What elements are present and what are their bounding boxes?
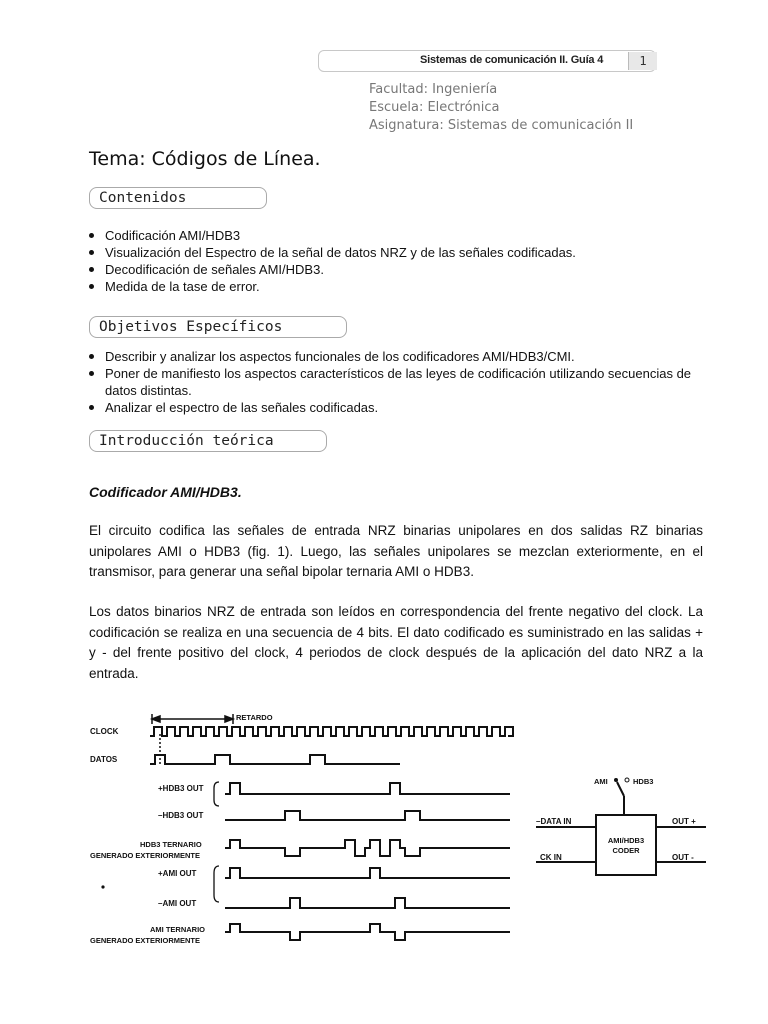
brace-ami (214, 866, 219, 902)
header-title: Sistemas de comunicación II. Guía 4 (420, 54, 604, 66)
stray-dot (101, 885, 104, 888)
label-hdb3-pos: +HDB3 OUT (158, 784, 204, 793)
label-ami-ternario: AMI TERNARIO (150, 925, 205, 934)
bullet-icon (89, 405, 94, 410)
label-data-in: –DATA IN (536, 817, 572, 826)
label-out-neg: OUT - (672, 853, 694, 862)
meta-escuela: Escuela: Electrónica (369, 100, 500, 115)
paragraph-1: El circuito codifica las señales de entrada NRZ binarias unipolares en dos salidas RZ binarias unipolares AMI o HDB3 (fig. 1). Luego, las señales unipolares se mezclan exteriormente, en el transmisor, para generar una señal bipolar ternaria AMI o HDB3. (89, 523, 703, 579)
bullet-icon (89, 250, 94, 255)
label-ck-in: CK IN (540, 853, 562, 862)
meta-facultad: Facultad: Ingeniería (369, 82, 498, 97)
list-item: Poner de manifiesto los aspectos característicos de las leyes de codificación utilizando secuencias de datos distintas. (89, 365, 709, 399)
coder-subtitle: CODER (612, 846, 640, 855)
hdb3-neg-waveform (225, 811, 510, 820)
objetivos-list (89, 348, 709, 416)
label-datos: DATOS (90, 755, 118, 764)
label-ami-neg: –AMI OUT (158, 899, 197, 908)
page-number: 1 (628, 52, 657, 70)
list-item: Codificación AMI/HDB3 (89, 227, 709, 244)
brace-hdb3 (214, 782, 219, 806)
list-item: Analizar el espectro de las señales codificadas. (89, 399, 709, 416)
page-title: Tema: Códigos de Línea. (89, 148, 321, 170)
label-ami-pos: +AMI OUT (158, 869, 197, 878)
coder-block (596, 815, 656, 875)
list-item: Decodificación de señales AMI/HDB3. (89, 261, 709, 278)
bullet-icon (89, 267, 94, 272)
label-hdb3-generado: GENERADO EXTERIORMENTE (90, 851, 201, 860)
clock-waveform (150, 727, 513, 736)
ami-neg-waveform (225, 898, 510, 908)
label-hdb3-neg: –HDB3 OUT (158, 811, 204, 820)
section-heading-contenidos: Contenidos (89, 187, 267, 209)
ami-pos-waveform (225, 868, 510, 878)
label-clock: CLOCK (90, 727, 119, 736)
label-out-pos: OUT + (672, 817, 696, 826)
paragraph-2: Los datos binarios NRZ de entrada son leídos en correspondencia del frente negativo del clock. La codificación se realiza en una secuencia de 4 bits. El dato codificado es suministrado en las salidas + y - del frente positivo del clock, 4 periodos de clock después de la aplicación del dato NRZ a la entrada. (89, 604, 703, 681)
ami-ternario-waveform (225, 924, 510, 940)
list-item: Visualización del Espectro de la señal de datos NRZ y de las señales codificadas. (89, 244, 709, 261)
bullet-icon (89, 354, 94, 359)
datos-waveform (150, 755, 400, 764)
label-ami-generado: GENERADO EXTERIORMENTE (90, 936, 201, 945)
bullet-icon (89, 371, 94, 376)
label-switch-hdb3: HDB3 (633, 777, 654, 786)
section-heading-introduccion: Introducción teórica (89, 430, 327, 452)
list-item: Medida de la tase de error. (89, 278, 709, 295)
list-item: Describir y analizar los aspectos funcionales de los codificadores AMI/HDB3/CMI. (89, 348, 709, 365)
hdb3-ternario-waveform (225, 840, 510, 856)
bullet-icon (89, 233, 94, 238)
label-hdb3-ternario: HDB3 TERNARIO (140, 840, 202, 849)
meta-asignatura: Asignatura: Sistemas de comunicación II (369, 118, 634, 133)
label-switch-ami: AMI (594, 777, 608, 786)
timing-diagram-figure (0, 700, 768, 970)
subheading-codificador: Codificador AMI/HDB3. (89, 484, 242, 500)
coder-title: AMI/HDB3 (607, 836, 645, 845)
contenidos-list (89, 227, 709, 295)
bullet-icon (89, 284, 94, 289)
label-retardo: RETARDO (236, 713, 273, 722)
hdb3-pos-waveform (225, 783, 510, 794)
section-heading-objetivos: Objetivos Específicos (89, 316, 347, 338)
